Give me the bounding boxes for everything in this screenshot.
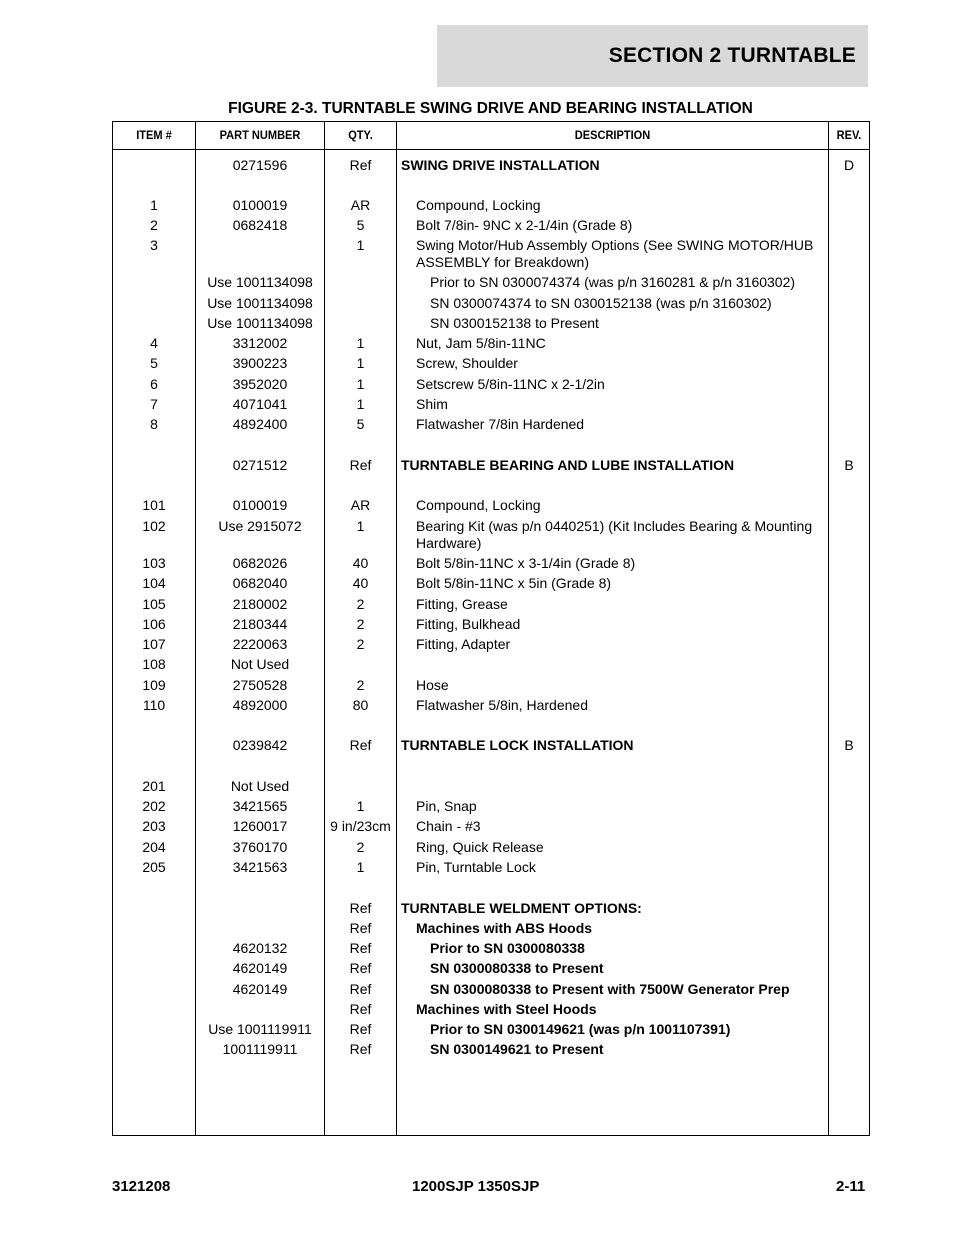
row-description: Bearing Kit (was p/n 0440251) (Kit Includes Bearing & Mounting Hardware) — [416, 518, 813, 551]
table-row — [113, 981, 869, 1001]
row-item-number: 5 — [150, 355, 158, 371]
row-qty: Ref — [349, 1041, 372, 1057]
table-body — [113, 149, 869, 1061]
table-row — [113, 697, 869, 737]
row-qty: Ref — [349, 940, 372, 956]
table-row — [113, 217, 869, 237]
row-item-number: 110 — [142, 697, 166, 713]
row-part-number: Use 2915072 — [218, 518, 302, 534]
row-item-number: 204 — [142, 839, 166, 855]
row-item-number: 4 — [150, 335, 158, 351]
row-part-number: 4071041 — [232, 396, 288, 412]
row-part-number: 2180344 — [232, 616, 288, 632]
row-part-number: Not Used — [230, 778, 290, 794]
header-description: DESCRIPTION — [574, 128, 651, 142]
row-part-number: Use 1001134098 — [207, 274, 313, 290]
table-row — [113, 555, 869, 575]
row-part-number: 1260017 — [232, 818, 288, 834]
footer-model: 1200SJP 1350SJP — [412, 1178, 540, 1195]
row-description: Pin, Turntable Lock — [416, 859, 536, 875]
table-row — [113, 157, 869, 197]
row-qty: Ref — [349, 737, 372, 753]
table-row — [113, 737, 869, 778]
row-item-number: 107 — [142, 636, 166, 652]
row-part-number: 1001119911 — [222, 1041, 298, 1057]
row-part-number: Use 1001134098 — [207, 295, 313, 311]
row-description: Hose — [416, 677, 449, 693]
row-item-number: 2 — [150, 217, 158, 233]
header-qty: QTY. — [348, 128, 373, 142]
header-rev: REV. — [836, 128, 862, 142]
table-row — [113, 396, 869, 416]
table-row — [113, 197, 869, 217]
table-row — [113, 575, 869, 596]
row-part-number: 3900223 — [232, 355, 288, 371]
row-qty: 1 — [356, 859, 365, 875]
table-row — [113, 798, 869, 818]
table-row — [113, 859, 869, 900]
row-qty: Ref — [349, 1021, 372, 1037]
row-item-number: 8 — [150, 416, 158, 432]
row-rev: B — [844, 737, 854, 753]
table-row — [113, 818, 869, 839]
header-part-number: PART NUMBER — [219, 128, 301, 142]
row-item-number: 101 — [142, 497, 166, 513]
row-qty: 2 — [356, 616, 365, 632]
row-item-number: 103 — [142, 555, 166, 571]
row-item-number: 201 — [142, 778, 166, 794]
row-description: Bolt 5/8in-11NC x 5in (Grade 8) — [416, 575, 612, 591]
table-row — [113, 274, 869, 295]
row-part-number: 4892000 — [232, 697, 288, 713]
table-row — [113, 1021, 869, 1041]
table-row — [113, 677, 869, 697]
row-part-number: 0271512 — [232, 457, 288, 473]
row-qty: 5 — [356, 217, 365, 233]
row-item-number: 1 — [150, 197, 158, 213]
row-description: SN 0300152138 to Present — [430, 315, 599, 331]
table-row — [113, 416, 869, 457]
row-part-number: 3760170 — [232, 839, 288, 855]
row-description: Flatwasher 5/8in, Hardened — [416, 697, 588, 713]
row-qty: 1 — [356, 335, 365, 351]
row-description: Screw, Shoulder — [416, 355, 518, 371]
row-item-number: 202 — [142, 798, 166, 814]
row-description: Shim — [416, 396, 448, 412]
section-title: SECTION 2 TURNTABLE — [608, 44, 856, 67]
row-part-number: 0100019 — [232, 497, 288, 513]
row-item-number: 104 — [142, 575, 166, 591]
row-qty: Ref — [349, 157, 372, 173]
row-qty: Ref — [349, 900, 372, 916]
table-header-row — [113, 122, 869, 150]
row-description: Machines with ABS Hoods — [416, 920, 593, 936]
row-qty: 2 — [356, 677, 365, 693]
row-part-number: 0239842 — [232, 737, 288, 753]
row-description: TURNTABLE BEARING AND LUBE INSTALLATION — [401, 457, 735, 473]
row-description: Compound, Locking — [416, 497, 541, 513]
row-qty: Ref — [349, 960, 372, 976]
row-description: Pin, Snap — [416, 798, 477, 814]
row-description: SWING DRIVE INSTALLATION — [401, 157, 600, 173]
figure-title: FIGURE 2-3. TURNTABLE SWING DRIVE AND BEARING INSTALLATION — [228, 100, 753, 117]
row-part-number: 3421565 — [232, 798, 288, 814]
row-item-number: 106 — [142, 616, 166, 632]
header-item: ITEM # — [136, 128, 172, 142]
row-description: Setscrew 5/8in-11NC x 2-1/2in — [416, 376, 605, 392]
table-row — [113, 335, 869, 355]
row-description: SN 0300074374 to SN 0300152138 (was p/n 3160302) — [430, 295, 772, 311]
row-qty: Ref — [349, 1001, 372, 1017]
table-row — [113, 457, 869, 497]
row-part-number: 0682418 — [232, 217, 288, 233]
row-description: SN 0300080338 to Present with 7500W Generator Prep — [430, 981, 790, 997]
row-qty: 1 — [356, 355, 365, 371]
row-part-number: 2220063 — [232, 636, 288, 652]
table-row — [113, 920, 869, 940]
row-part-number: 0271596 — [232, 157, 288, 173]
table-row — [113, 497, 869, 518]
row-description: Nut, Jam 5/8in-11NC — [416, 335, 546, 351]
row-qty: 1 — [356, 237, 365, 253]
row-qty: 40 — [352, 555, 369, 571]
table-row — [113, 518, 869, 555]
row-item-number: 108 — [142, 656, 166, 672]
table-row — [113, 376, 869, 396]
row-part-number: 3952020 — [232, 376, 288, 392]
table-row — [113, 900, 869, 920]
table-row — [113, 596, 869, 616]
row-qty: 2 — [356, 839, 365, 855]
row-qty: 1 — [356, 798, 365, 814]
row-description: Chain - #3 — [416, 818, 481, 834]
row-qty: 9 in/23cm — [330, 818, 391, 834]
footer-doc-number: 3121208 — [112, 1178, 171, 1195]
row-part-number: 4892400 — [232, 416, 288, 432]
row-qty: 1 — [356, 518, 365, 534]
row-qty: Ref — [349, 981, 372, 997]
row-description: Bolt 5/8in-11NC x 3-1/4in (Grade 8) — [416, 555, 636, 571]
row-item-number: 7 — [150, 396, 158, 412]
table-row — [113, 616, 869, 636]
parts-table — [112, 121, 870, 1136]
row-qty: 2 — [356, 596, 365, 612]
row-part-number: 4620149 — [232, 960, 288, 976]
table-row — [113, 295, 869, 315]
row-part-number: 3421563 — [232, 859, 288, 875]
table-row — [113, 656, 869, 677]
footer-page-number: 2-11 — [836, 1178, 866, 1195]
row-part-number: 2180002 — [232, 596, 288, 612]
row-description: TURNTABLE LOCK INSTALLATION — [401, 737, 634, 753]
table-row — [113, 355, 869, 376]
row-part-number: 0100019 — [232, 197, 288, 213]
row-qty: AR — [350, 497, 371, 513]
row-item-number: 6 — [150, 376, 158, 392]
row-qty: AR — [350, 197, 371, 213]
row-part-number: 0682026 — [232, 555, 288, 571]
table-row — [113, 940, 869, 960]
row-qty: 80 — [352, 697, 369, 713]
row-description: Swing Motor/Hub Assembly Options (See SWING MOTOR/HUB ASSEMBLY for Breakdown) — [416, 237, 814, 270]
row-item-number: 205 — [142, 859, 166, 875]
row-part-number: 2750528 — [232, 677, 288, 693]
section-header — [437, 25, 868, 87]
row-qty: 2 — [356, 636, 365, 652]
table-row — [113, 315, 869, 335]
row-description: Fitting, Grease — [416, 596, 508, 612]
row-part-number: Not Used — [230, 656, 290, 672]
row-part-number: 4620132 — [232, 940, 288, 956]
table-row — [113, 1001, 869, 1021]
row-item-number: 203 — [142, 818, 166, 834]
table-row — [113, 778, 869, 798]
row-description: Compound, Locking — [416, 197, 541, 213]
row-part-number: Use 1001134098 — [207, 315, 313, 331]
row-item-number: 3 — [150, 237, 158, 253]
row-part-number: 3312002 — [232, 335, 288, 351]
row-rev: D — [843, 157, 855, 173]
row-qty: 40 — [352, 575, 369, 591]
row-description: Machines with Steel Hoods — [416, 1001, 597, 1017]
table-row — [113, 960, 869, 981]
row-qty: 1 — [356, 376, 365, 392]
row-item-number: 105 — [142, 596, 166, 612]
row-part-number: 4620149 — [232, 981, 288, 997]
row-qty: Ref — [349, 457, 372, 473]
row-item-number: 109 — [142, 677, 166, 693]
row-description: SN 0300149621 to Present — [430, 1041, 604, 1057]
row-description: Ring, Quick Release — [416, 839, 544, 855]
row-description: Prior to SN 0300080338 — [430, 940, 585, 956]
row-description: Prior to SN 0300074374 (was p/n 3160281 & p/n 3160302) — [430, 274, 796, 290]
row-description: Flatwasher 7/8in Hardened — [416, 416, 585, 432]
row-description: Fitting, Adapter — [416, 636, 511, 652]
row-qty: Ref — [349, 920, 372, 936]
row-description: Fitting, Bulkhead — [416, 616, 521, 632]
row-description: Bolt 7/8in- 9NC x 2-1/4in (Grade 8) — [416, 217, 633, 233]
table-row — [113, 636, 869, 656]
table-row — [113, 1041, 869, 1061]
row-part-number: Use 1001119911 — [208, 1021, 312, 1037]
row-description: SN 0300080338 to Present — [430, 960, 604, 976]
row-qty: 5 — [356, 416, 365, 432]
row-qty: 1 — [356, 396, 365, 412]
table-row — [113, 237, 869, 274]
table-row — [113, 839, 869, 859]
row-description: Prior to SN 0300149621 (was p/n 1001107391) — [430, 1021, 731, 1037]
row-item-number: 102 — [142, 518, 166, 534]
row-rev: B — [844, 457, 854, 473]
row-description: TURNTABLE WELDMENT OPTIONS: — [401, 900, 642, 916]
row-part-number: 0682040 — [232, 575, 288, 591]
